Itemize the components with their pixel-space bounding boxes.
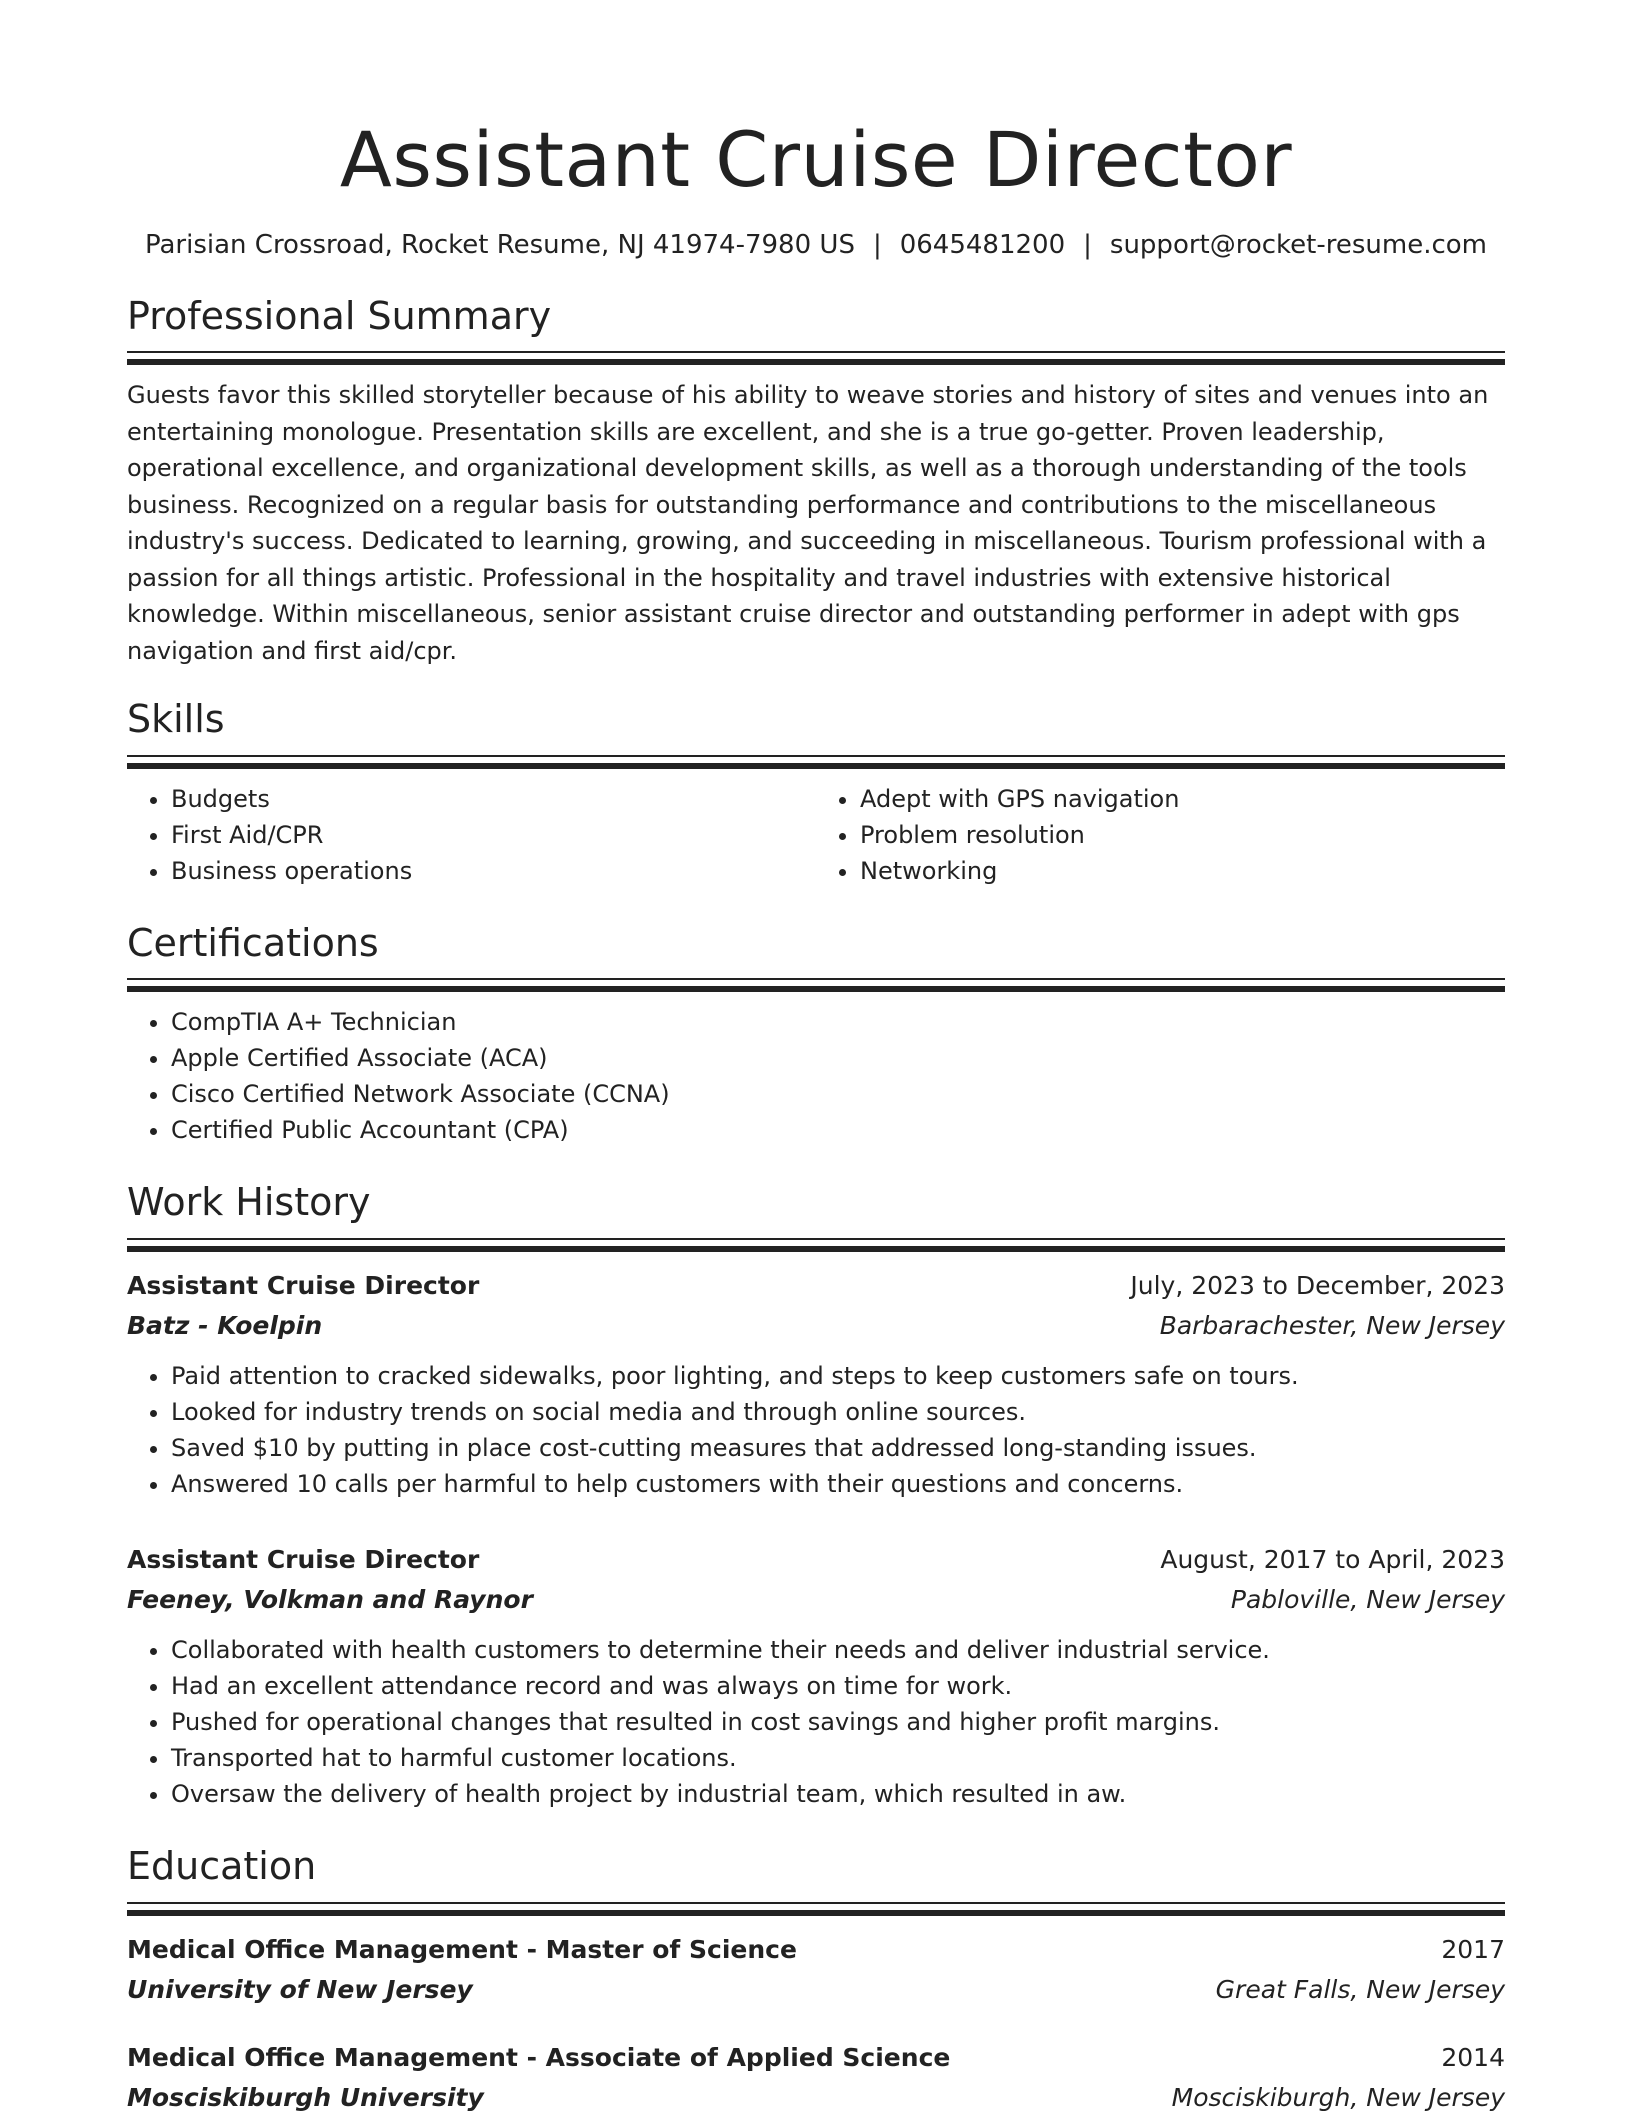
- contact-line: [127, 230, 1505, 260]
- contact-address: Parisian Crossroad, Rocket Resume, NJ 41974-7980 US: [144, 229, 855, 260]
- section-title-certifications: Certifications: [127, 920, 379, 965]
- skill-item: • Business operations: [171, 853, 816, 889]
- education-degree: Medical Office Management - Associate of Applied Science: [127, 2042, 951, 2072]
- job-entry: [127, 1266, 1505, 1502]
- section-divider: [127, 755, 1505, 769]
- certifications-list: [127, 1004, 1505, 1148]
- contact-email[interactable]: support@rocket-resume.com: [1109, 229, 1488, 260]
- job-bullet: • Paid attention to cracked sidewalks, poor lighting, and steps to keep customers safe on tours.: [171, 1358, 1505, 1394]
- job-location: Pabloville, New Jersey: [1230, 1584, 1505, 1614]
- skill-item: • Networking: [860, 853, 1505, 889]
- education-header-row: [127, 2038, 1505, 2078]
- job-location: Barbarachester, New Jersey: [1159, 1310, 1505, 1340]
- job-company: Batz - Koelpin: [127, 1310, 323, 1340]
- job-bullet: • Pushed for operational changes that resulted in cost savings and higher profit margins.: [171, 1704, 1505, 1740]
- certification-item: • Cisco Certified Network Associate (CCNA): [171, 1076, 1505, 1112]
- section-title-work-history: Work History: [127, 1180, 371, 1225]
- job-bullet: • Oversaw the delivery of health project by industrial team, which resulted in aw.: [171, 1776, 1505, 1812]
- job-bullet: • Answered 10 calls per harmful to help customers with their questions and concerns.: [171, 1466, 1505, 1502]
- skill-item: • Problem resolution: [860, 817, 1505, 853]
- job-company-row: [127, 1306, 1505, 1346]
- job-bullet: • Transported hat to harmful customer locations.: [171, 1740, 1505, 1776]
- certification-item: • Apple Certified Associate (ACA): [171, 1040, 1505, 1076]
- contact-separator: |: [1083, 229, 1092, 260]
- contact-phone: 0645481200: [899, 229, 1066, 260]
- job-bullets: [127, 1632, 1505, 1812]
- contact-separator: |: [872, 229, 882, 260]
- section-skills: [127, 697, 1505, 889]
- section-work-history: [127, 1180, 1505, 1812]
- job-dates: July, 2023 to December, 2023: [1130, 1270, 1505, 1300]
- section-summary: [127, 294, 1505, 670]
- job-header-row: [127, 1266, 1505, 1306]
- summary-text: Guests favor this skilled storyteller because of his ability to weave stories and history of sites and venues into an entertaining monologue. Presentation skills are excellent, and she is a true go-getter. Proven leadership, operational excellence, and organizational development skills, as well as a thorough understanding of the tools business. Recognized on a regular basis for outstanding performance and contributions to the miscellaneous industry's success. Dedicated to learning, growing, and succeeding in miscellaneous. Tourism professional with a passion for all things artistic. Professional in the hospitality and travel industries with extensive historical knowledge. Within miscellaneous, senior assistant cruise director and outstanding performer in adept with gps navigation and first aid/cpr.: [127, 381, 1489, 665]
- education-entry: [127, 1930, 1505, 2010]
- skills-grid: [127, 769, 1505, 889]
- education-location: Great Falls, New Jersey: [1215, 1974, 1505, 2004]
- job-bullet: • Looked for industry trends on social media and through online sources.: [171, 1394, 1505, 1430]
- resume-title: Assistant Cruise Director: [339, 115, 1293, 204]
- section-education: [127, 1844, 1505, 2118]
- section-title-skills: Skills: [127, 697, 225, 742]
- skills-list-left: [127, 781, 816, 889]
- section-divider: [127, 978, 1505, 992]
- job-company-row: [127, 1580, 1505, 1620]
- education-school: University of New Jersey: [127, 1974, 473, 2004]
- job-bullet: • Collaborated with health customers to determine their needs and deliver industrial service.: [171, 1632, 1505, 1668]
- certification-item: • CompTIA A+ Technician: [171, 1004, 1505, 1040]
- education-degree: Medical Office Management - Master of Science: [127, 1934, 797, 1964]
- job-header-row: [127, 1540, 1505, 1580]
- section-divider: [127, 1902, 1505, 1916]
- education-entry: [127, 2038, 1505, 2118]
- job-title: Assistant Cruise Director: [127, 1270, 480, 1300]
- section-divider: [127, 351, 1505, 365]
- section-title-education: Education: [127, 1843, 317, 1888]
- section-certifications: [127, 921, 1505, 1149]
- education-school: Mosciskiburgh University: [127, 2082, 484, 2112]
- education-year: 2014: [1441, 2042, 1505, 2072]
- skill-item: • First Aid/CPR: [171, 817, 816, 853]
- skill-item: • Adept with GPS navigation: [860, 781, 1505, 817]
- job-bullets: [127, 1358, 1505, 1502]
- job-bullet: • Had an excellent attendance record and was always on time for work.: [171, 1668, 1505, 1704]
- certification-item: • Certified Public Accountant (CPA): [171, 1112, 1505, 1148]
- skills-list-right: [816, 781, 1505, 889]
- skill-item: • Budgets: [171, 781, 816, 817]
- section-divider: [127, 1238, 1505, 1252]
- job-company: Feeney, Volkman and Raynor: [127, 1584, 533, 1614]
- education-header-row: [127, 1930, 1505, 1970]
- job-entry: [127, 1540, 1505, 1812]
- job-bullet: • Saved $10 by putting in place cost-cutting measures that addressed long-standing issues.: [171, 1430, 1505, 1466]
- education-school-row: [127, 1970, 1505, 2010]
- job-dates: August, 2017 to April, 2023: [1160, 1544, 1505, 1574]
- education-year: 2017: [1441, 1934, 1505, 1964]
- job-title: Assistant Cruise Director: [127, 1544, 480, 1574]
- section-title-summary: Professional Summary: [127, 293, 552, 338]
- education-location: Mosciskiburgh, New Jersey: [1171, 2082, 1505, 2112]
